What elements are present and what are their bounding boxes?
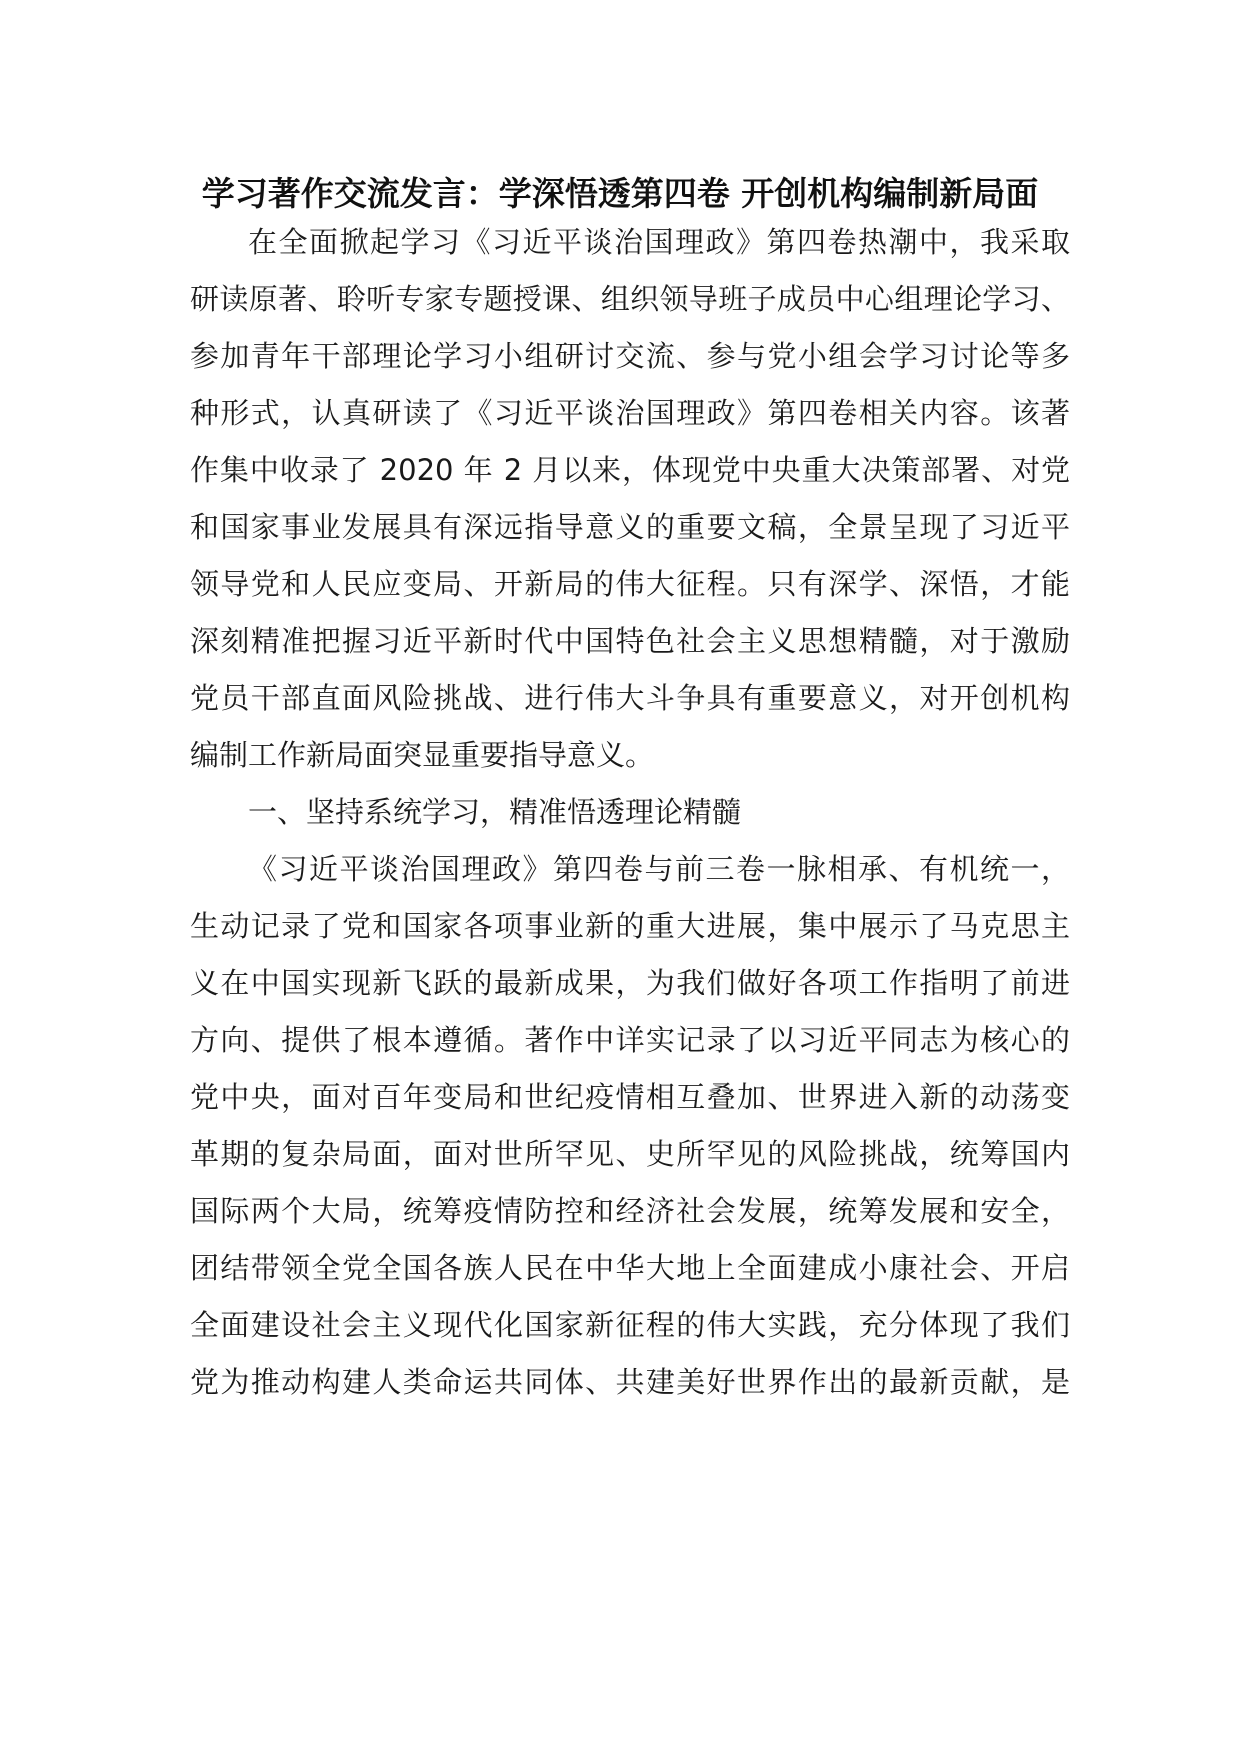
paragraph-line: 作集中收录了 2020 年 2 月以来，体现党中央重大决策部署、对党 (190, 453, 1070, 487)
paragraph-line: 参加青年干部理论学习小组研讨交流、参与党小组会学习讨论等多 (190, 339, 1070, 373)
paragraph-line: 《习近平谈治国理政》第四卷与前三卷一脉相承、有机统一， (248, 852, 1070, 886)
paragraph-line: 党为推动构建人类命运共同体、共建美好世界作出的最新贡献，是 (190, 1365, 1070, 1399)
section-heading: 一、坚持系统学习，精准悟透理论精髓 (248, 795, 742, 829)
paragraph-line: 领导党和人民应变局、开新局的伟大征程。只有深学、深悟，才能 (190, 567, 1070, 601)
paragraph-line: 在全面掀起学习《习近平谈治国理政》第四卷热潮中，我采取 (248, 225, 1070, 259)
paragraph-line: 全面建设社会主义现代化国家新征程的伟大实践，充分体现了我们 (190, 1308, 1070, 1342)
paragraph-line: 义在中国实现新飞跃的最新成果，为我们做好各项工作指明了前进 (190, 966, 1070, 1000)
paragraph-line: 方向、提供了根本遵循。著作中详实记录了以习近平同志为核心的 (190, 1023, 1070, 1057)
paragraph-line: 党员干部直面风险挑战、进行伟大斗争具有重要意义，对开创机构 (190, 681, 1070, 715)
paragraph-line: 党中央，面对百年变局和世纪疫情相互叠加、世界进入新的动荡变 (190, 1080, 1070, 1114)
paragraph-line: 和国家事业发展具有深远指导意义的重要文稿，全景呈现了习近平 (190, 510, 1070, 544)
paragraph-line: 种形式，认真研读了《习近平谈治国理政》第四卷相关内容。该著 (190, 396, 1070, 430)
paragraph-line: 编制工作新局面突显重要指导意义。 (190, 738, 655, 772)
paragraph-line: 国际两个大局，统筹疫情防控和经济社会发展，统筹发展和安全， (190, 1194, 1070, 1228)
document-title: 学习著作交流发言：学深悟透第四卷 开创机构编制新局面 (201, 174, 1039, 213)
paragraph-line: 深刻精准把握习近平新时代中国特色社会主义思想精髓，对于激励 (190, 624, 1070, 658)
paragraph-line: 革期的复杂局面，面对世所罕见、史所罕见的风险挑战，统筹国内 (190, 1137, 1070, 1171)
paragraph-line: 生动记录了党和国家各项事业新的重大进展，集中展示了马克思主 (190, 909, 1070, 943)
paragraph-line: 研读原著、聆听专家专题授课、组织领导班子成员中心组理论学习、 (190, 282, 1070, 316)
paragraph-line: 团结带领全党全国各族人民在中华大地上全面建成小康社会、开启 (190, 1251, 1070, 1285)
